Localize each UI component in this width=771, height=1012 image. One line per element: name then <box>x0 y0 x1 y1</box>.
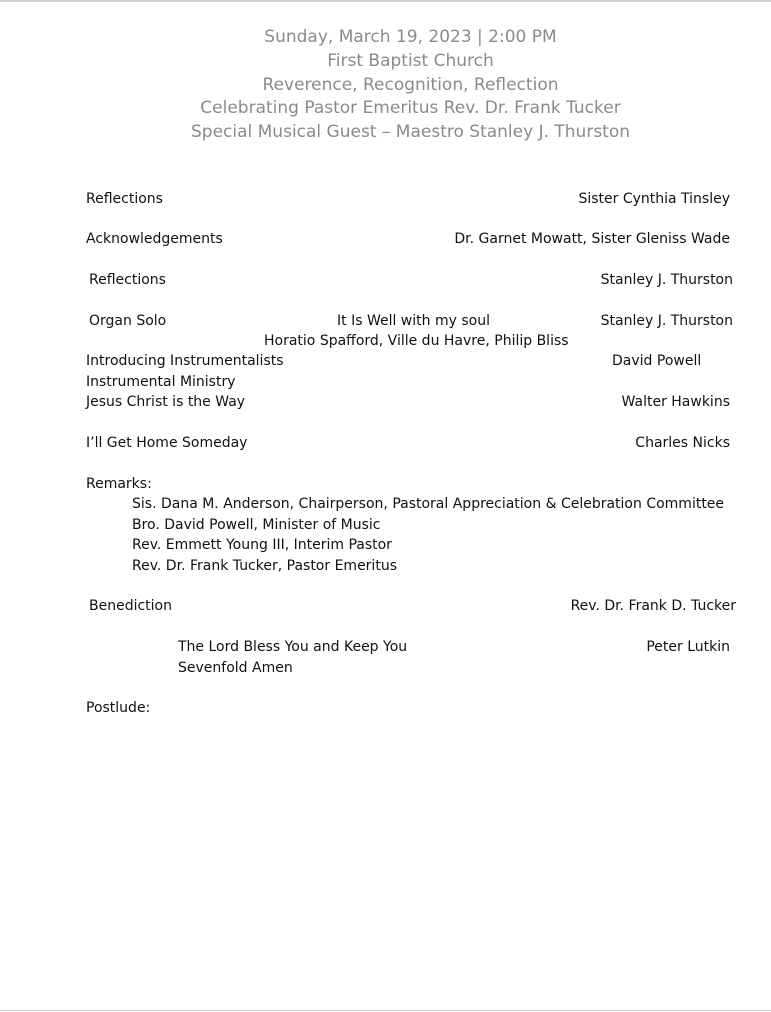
program-person-reflections: Sister Cynthia Tinsley <box>578 191 730 207</box>
program-person-benediction: Rev. Dr. Frank D. Tucker <box>570 598 736 614</box>
program-person-jesus-christ: Walter Hawkins <box>621 394 730 410</box>
program-item-organ-solo: Organ Solo <box>89 313 167 329</box>
honoree-line: Celebrating Pastor Emeritus Rev. Dr. Frank Tucker <box>200 98 621 119</box>
program-item-introducing-instrumentalists: Introducing Instrumentalists <box>86 353 284 369</box>
theme-line: Reverence, Recognition, Reflection <box>262 74 559 95</box>
program-item-acknowledgements: Acknowledgements <box>86 231 223 247</box>
program-header <box>0 26 771 145</box>
remarks-speaker: Rev. Emmett Young III, Interim Pastor <box>132 537 392 553</box>
program-item-benediction: Benediction <box>89 598 172 614</box>
program-person-lord-bless-you: Peter Lutkin <box>646 639 730 655</box>
remarks-speaker: Rev. Dr. Frank Tucker, Pastor Emeritus <box>132 558 397 574</box>
program-item-lord-bless-you: The Lord Bless You and Keep You <box>178 639 408 655</box>
program-person-acknowledgements: Dr. Garnet Mowatt, Sister Gleniss Wade <box>454 231 730 247</box>
organ-solo-title: It Is Well with my soul <box>337 313 490 329</box>
remarks-label: Remarks: <box>86 476 152 492</box>
remarks-speaker: Bro. David Powell, Minister of Music <box>132 517 381 533</box>
program-item-get-home-someday: I’ll Get Home Someday <box>86 435 248 451</box>
page-top-border <box>0 0 771 2</box>
program-item-instrumental-ministry: Instrumental Ministry <box>86 374 236 390</box>
postlude-label: Postlude: <box>86 700 151 716</box>
program-person-get-home-someday: Charles Nicks <box>635 435 730 451</box>
guest-line: Special Musical Guest – Maestro Stanley J. Thurston <box>190 122 631 143</box>
church-name: First Baptist Church <box>327 50 494 71</box>
program-person-organ-solo: Stanley J. Thurston <box>600 313 733 329</box>
program-item-jesus-christ-is-the-way: Jesus Christ is the Way <box>86 394 246 410</box>
program-item-sevenfold-amen: Sevenfold Amen <box>178 660 293 676</box>
page-bottom-border <box>0 1010 771 1011</box>
program-person-reflections-2: Stanley J. Thurston <box>600 272 733 288</box>
date-line: Sunday, March 19, 2023 | 2:00 PM <box>264 27 557 47</box>
program-item-reflections: Reflections <box>86 191 163 207</box>
program-item-reflections-2: Reflections <box>89 272 166 288</box>
program-person-introducing: David Powell <box>612 353 702 369</box>
organ-solo-composers: Horatio Spafford, Ville du Havre, Philip Bliss <box>264 333 569 349</box>
remarks-speaker: Sis. Dana M. Anderson, Chairperson, Pastoral Appreciation & Celebration Committee <box>132 496 725 512</box>
